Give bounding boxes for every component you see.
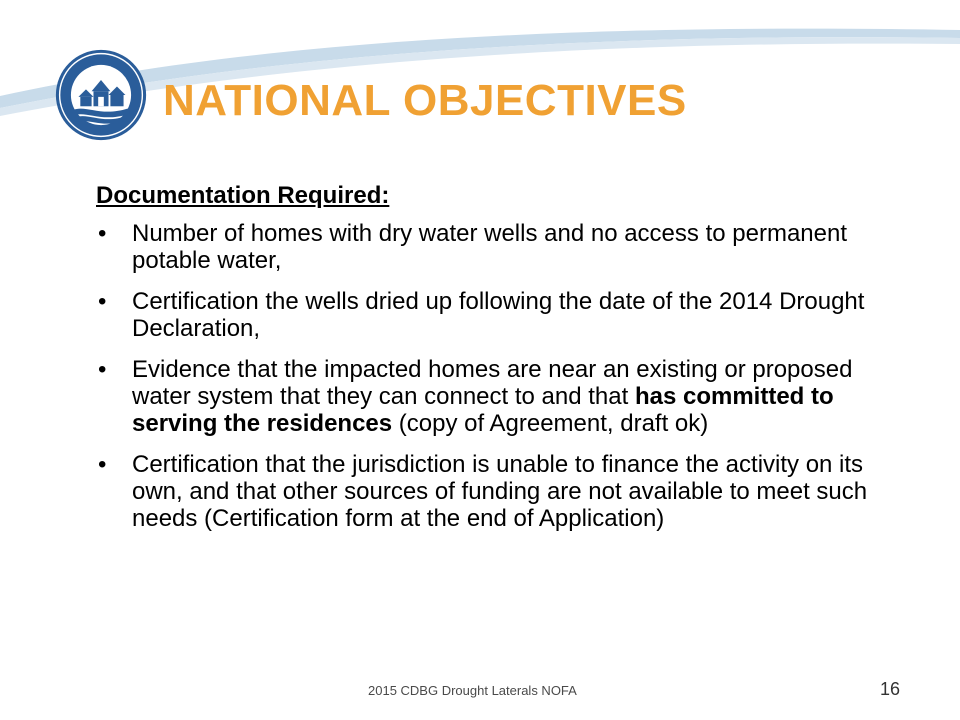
requirements-list: [96, 220, 876, 546]
bullet-icon: •: [98, 451, 107, 478]
list-item: [96, 451, 876, 532]
list-item: [96, 288, 876, 342]
hcd-california-seal-icon: [54, 48, 148, 142]
bullet-icon: •: [98, 356, 107, 383]
list-item: [96, 220, 876, 274]
page-number: 16: [880, 679, 901, 699]
documentation-heading: Documentation Required:: [96, 182, 390, 209]
list-item: [96, 356, 876, 437]
list-item-text: Number of homes with dry water wells and no access to permanent potable water,: [132, 220, 847, 274]
bullet-icon: •: [98, 220, 107, 247]
slide-title: NATIONAL OBJECTIVES: [163, 76, 687, 125]
list-item-text-start: Evidence that the impacted homes are near an existing or proposed water system that they can connect to and that: [132, 356, 853, 410]
list-item-text-bold: has committed to serving the residences: [132, 383, 834, 437]
list-item-text-end: (copy of Agreement, draft ok): [392, 410, 709, 437]
list-item-text: [132, 356, 852, 437]
bullet-icon: •: [98, 288, 107, 315]
list-item-text: Certification the wells dried up following the date of the 2014 Drought Declaration,: [132, 288, 865, 342]
slide-footer: 2015 CDBG Drought Laterals NOFA: [368, 683, 577, 698]
list-item-text: Certification that the jurisdiction is unable to finance the activity on its own, and that other sources of funding are not available to meet such needs (Certification form at the end of Application): [132, 451, 868, 532]
